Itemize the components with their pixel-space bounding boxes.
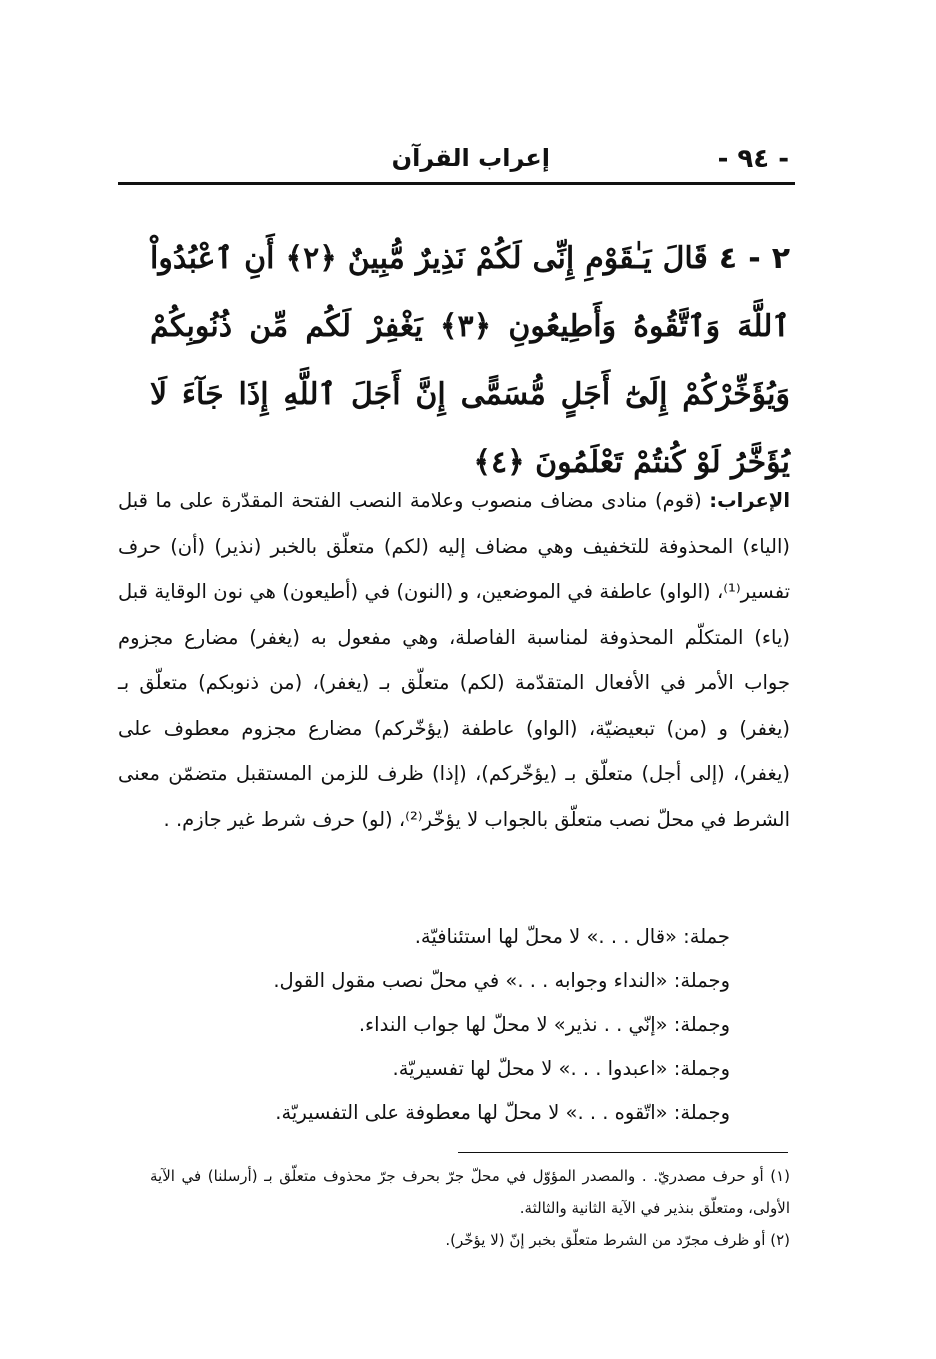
grammatical-analysis [118, 478, 790, 842]
quran-verse [150, 225, 790, 497]
analysis-heading: الإعراب: [709, 489, 790, 512]
sentence-item: وجملة: «اتّقوه . . .» لا محلّ لها معطوفة على التفسيريّة. [275, 1101, 730, 1124]
sentence-list [210, 915, 730, 1135]
sentence-item: جملة: «قال . . .» لا محلّ لها استئنافيّة. [414, 925, 730, 948]
sentence-item: وجملة: «النداء وجوابه . . .» في محلّ نصب مقول القول. [273, 969, 730, 992]
page-header [118, 140, 795, 182]
footnote-divider [458, 1152, 788, 1153]
sentence-item: وجملة: «اعبدوا . . .» لا محلّ لها تفسيريّة. [392, 1057, 730, 1080]
header-divider [118, 182, 795, 185]
verse-text: قَالَ يَـٰقَوْمِ إِنِّى لَكُمْ نَذِيرٌ مُّبِينٌ ﴿٢﴾ أَنِ ٱعْبُدُواْ ٱللَّهَ وَٱتَّقُوهُ وَأَطِيعُونِ ﴿٣﴾ يَغْفِرْ لَكُم مِّن ذُنُوبِكُمْ وَيُؤَخِّرْكُمْ إِلَىٰٓ أَجَلٍ مُّسَمًّى إِنَّ أَجَلَ ٱللَّهِ إِذَا جَآءَ لَا يُؤَخَّرُ لَوْ كُنتُمْ تَعْلَمُونَ ﴿٤﴾ [150, 241, 790, 480]
footnote-1: (١) أو حرف مصدريّ. . والمصدر المؤوّل في محلّ جرّ بحرف جرّ محذوف متعلّق بـ (أرسلنا) في الآية الأولى، ومتعلّق بنذير في الآية الثانية والثالثة. [150, 1167, 790, 1217]
footnotes [150, 1160, 790, 1256]
page-number: - ٩٤ - [717, 144, 789, 174]
footnote-2: (٢) أو ظرف مجرّد من الشرط متعلّق بخبر إنّ (لا يؤخّر). [445, 1231, 790, 1249]
verse-number: ٢ - ٤ [718, 241, 791, 276]
sentence-item: وجملة: «إنّي . . نذير» لا محلّ لها جواب النداء. [358, 1013, 730, 1036]
book-title: إعراب القرآن [391, 144, 550, 172]
analysis-body: (قوم) منادى مضاف منصوب وعلامة النصب الفتحة المقدّرة على ما قبل (الياء) المحذوفة للتخفيف وهي مضاف إليه (لكم) متعلّق بالخبر (نذير) (أن) حرف تفسير⁽¹⁾، (الواو) عاطفة في الموضعين، و (النون) في (أطيعون) هي نون الوقاية قبل (ياء) المتكلّم المحذوفة لمناسبة الفاصلة، وهي مفعول به (يغفر) مضارع مجزوم جواب الأمر في الأفعال المتقدّمة (لكم) متعلّق بـ (يغفر)، (من ذنوبكم) متعلّق بـ (يغفر) و (من) تبعيضيّة، (الواو) عاطفة (يؤخّركم) مضارع مجزوم معطوف على (يغفر)، (إلى أجل) متعلّق بـ (يؤخّركم)، (إذا) ظرف للزمن المستقبل متضمّن معنى الشرط في محلّ نصب متعلّق بالجواب لا يؤخّر⁽²⁾، (لو) حرف شرط غير جازم. . [118, 489, 790, 831]
